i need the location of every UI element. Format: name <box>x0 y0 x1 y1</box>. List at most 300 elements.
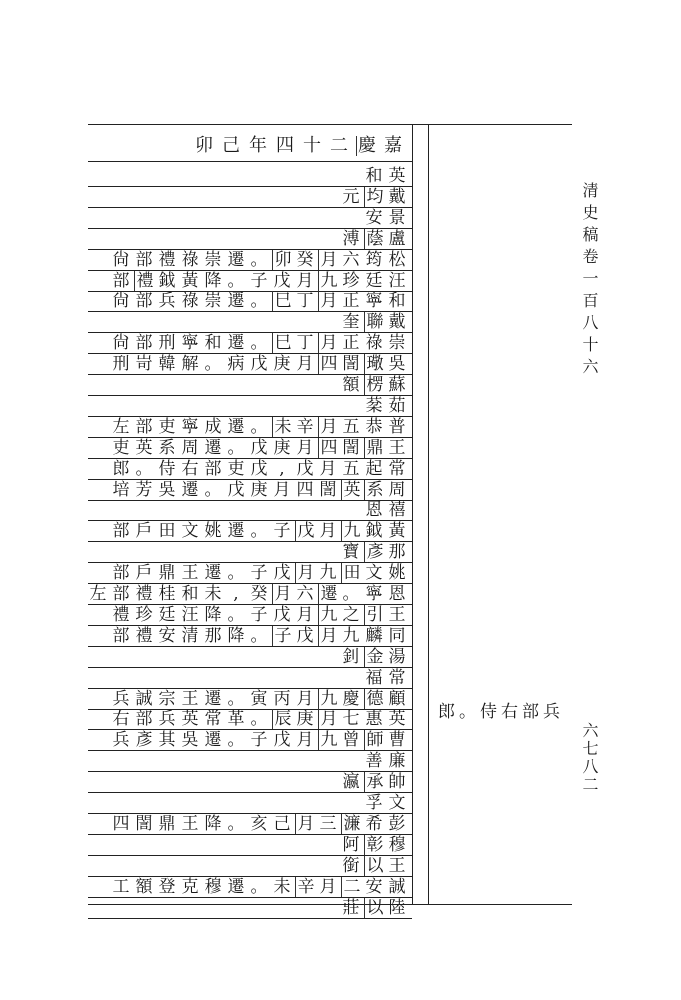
row-char: 戊 <box>273 604 291 625</box>
row-char: 誠 <box>135 688 153 709</box>
row-char: 右 <box>112 709 130 730</box>
entry-row <box>88 898 410 918</box>
row-char: 王 <box>388 604 406 625</box>
column-divider-left <box>412 124 413 904</box>
row-char: 誾 <box>319 479 337 500</box>
row-char: 鉞 <box>158 270 176 291</box>
row-char: 珍 <box>342 270 360 291</box>
row-char: 尙 <box>112 333 130 354</box>
row-char: 額 <box>135 876 153 897</box>
row-char: 誾 <box>135 813 153 834</box>
row-char: , <box>279 458 285 479</box>
row-char: 子 <box>273 521 291 542</box>
entry-row <box>88 354 410 374</box>
row-char: 降 <box>227 625 245 646</box>
row-char: 七 <box>342 709 360 730</box>
row-char: 丁 <box>296 291 314 312</box>
title-char: 慶 <box>358 135 376 156</box>
row-char: 那 <box>204 625 222 646</box>
entry-row <box>88 814 410 834</box>
row-char: 刑 <box>112 354 130 375</box>
entry-row <box>88 542 410 562</box>
row-char: 月 <box>319 458 337 479</box>
row-char: 兵 <box>158 291 176 312</box>
title-underline <box>88 161 412 162</box>
row-char: 珍 <box>135 604 153 625</box>
row-char: 子 <box>272 626 293 646</box>
row-char: 和 <box>365 166 383 186</box>
title-char: 年 <box>249 135 267 156</box>
row-char: 解 <box>181 354 199 375</box>
entry-row <box>88 166 410 186</box>
row-char: 棻 <box>365 395 383 416</box>
row-char: 禮 <box>112 604 130 625</box>
row-char: , <box>233 584 239 604</box>
row-char: 常 <box>388 458 406 479</box>
row-char: 辛 <box>295 877 316 897</box>
row-char: 鉞 <box>365 521 383 542</box>
row-char: 釗 <box>342 646 360 667</box>
row-char: 戊 <box>250 458 268 479</box>
row-char: 禮 <box>135 625 153 646</box>
row-char: 庚 <box>250 479 268 500</box>
row-char: 系 <box>158 437 176 458</box>
row-char: 璥 <box>364 354 385 374</box>
row-char: 戊 <box>273 270 291 291</box>
row-char: 病 <box>227 354 245 375</box>
entry-row <box>88 835 410 855</box>
row-char: 四 <box>112 813 130 834</box>
row-char: 姚 <box>204 521 222 542</box>
row-char: 蘇 <box>388 375 406 395</box>
row-char: 遷 <box>204 688 222 709</box>
row-char: 曾 <box>342 730 360 751</box>
row-char: 岢 <box>135 354 153 375</box>
row-char: 月 <box>273 479 291 500</box>
row-char: 九 <box>341 521 362 541</box>
row-char: 部 <box>112 625 130 646</box>
row-char: 戊 <box>250 437 268 458</box>
row-char: 王 <box>181 563 199 584</box>
row-char: 。 <box>227 437 245 458</box>
row-char: 。 <box>250 333 268 354</box>
entry-row <box>88 772 410 792</box>
row-char: 周 <box>388 479 406 500</box>
row-char: 祿 <box>181 291 199 312</box>
row-char: 兵 <box>112 688 130 709</box>
row-char: 孚 <box>365 793 383 813</box>
row-char: 九 <box>318 271 339 291</box>
entry-row <box>88 689 410 709</box>
row-char: 禮 <box>158 249 176 270</box>
row-char: 左 <box>89 584 107 604</box>
row-char: 九 <box>319 563 337 584</box>
row-char: 蔭 <box>364 229 385 249</box>
entry-row <box>88 438 410 458</box>
entry-row <box>88 751 410 771</box>
row-char: 盧 <box>388 228 406 249</box>
row-char: 四 <box>296 479 314 500</box>
row-char: 元 <box>342 186 360 207</box>
row-char: 月 <box>318 250 339 270</box>
row-char: 月 <box>296 270 314 291</box>
row-char: 銜 <box>342 855 360 876</box>
row-char: 英 <box>341 480 362 500</box>
row-char: 刑 <box>158 333 176 354</box>
row-char: 遷 <box>204 730 222 751</box>
row-char: 。 <box>250 521 268 542</box>
row-char: 吏 <box>158 416 176 437</box>
row-char: 王 <box>181 688 199 709</box>
row-char: 丙 <box>273 688 291 709</box>
row-char: 尙 <box>112 291 130 312</box>
row-char: 亥 <box>250 813 268 834</box>
page-number: 六七八二 <box>580 722 599 794</box>
row-char: 庚 <box>296 709 314 730</box>
row-char: 戊 <box>296 458 314 479</box>
row-char: 辛 <box>296 416 314 437</box>
row-char: 二 <box>341 877 362 897</box>
row-char: 工 <box>112 876 130 897</box>
row-char: 。 <box>135 458 153 479</box>
row-char: 寧 <box>365 584 383 604</box>
row-char: 巳 <box>272 333 293 353</box>
entry-row <box>88 480 410 500</box>
row-char: 遷 <box>204 563 222 584</box>
row-char: 恭 <box>365 416 383 437</box>
entry-row <box>88 709 410 729</box>
row-char: 穆 <box>204 876 222 897</box>
row-char: 月 <box>318 333 339 353</box>
row-char: 以 <box>364 856 385 876</box>
row-char: 庚 <box>273 354 291 375</box>
entry-row <box>88 291 410 311</box>
row-char: 安 <box>365 207 383 228</box>
row-char: 成 <box>204 416 222 437</box>
row-char: 九 <box>318 689 339 709</box>
row-char: 宗 <box>158 688 176 709</box>
row-char: 田 <box>341 563 362 583</box>
row-char: 九 <box>318 605 339 625</box>
row-char: 遷 <box>181 479 199 500</box>
row-char: 遷 <box>227 876 245 897</box>
row-char: 彭 <box>388 813 406 834</box>
row-char: 慶 <box>342 688 360 709</box>
row-char: 常 <box>388 667 406 688</box>
row-char: 子 <box>250 604 268 625</box>
row-char: 部 <box>112 584 130 604</box>
row-char: 師 <box>364 730 385 750</box>
row-char: 尙 <box>112 249 130 270</box>
row-char: 和 <box>204 333 222 354</box>
row-char: 茹 <box>388 395 406 416</box>
row-char: 月 <box>318 291 339 311</box>
row-char: 九 <box>342 625 360 646</box>
row-char: 部 <box>112 521 130 542</box>
row-char: 。 <box>204 479 222 500</box>
row-char: 庚 <box>273 437 291 458</box>
row-char: 誾 <box>342 354 360 375</box>
row-char: 月 <box>319 876 337 897</box>
row-char: 文 <box>365 563 383 584</box>
row-char: 辰 <box>272 709 293 729</box>
row-char: 寧 <box>365 291 383 312</box>
row-char: 恩 <box>388 584 406 604</box>
row-char: 月 <box>296 437 314 458</box>
row-char: 。 <box>227 813 245 834</box>
row-char: 。 <box>250 709 268 730</box>
row-char: 遷 <box>227 249 245 270</box>
row-char: 癸 <box>250 584 268 604</box>
row-char: 。 <box>227 730 245 751</box>
row-char: 郎 <box>112 458 130 479</box>
row-char: 德 <box>364 689 385 709</box>
row-char: 吏 <box>227 458 245 479</box>
row-char: 廷 <box>158 604 176 625</box>
row-char: 部 <box>135 291 153 312</box>
row-char: 部 <box>112 563 130 584</box>
row-char: 。 <box>227 563 245 584</box>
row-char: 景 <box>388 207 406 228</box>
row-char: 月 <box>272 584 293 604</box>
row-char: 遷 <box>227 521 245 542</box>
entry-row <box>88 208 410 228</box>
row-char: 系 <box>364 480 385 500</box>
entry-row <box>88 396 410 416</box>
row-char: 英 <box>181 709 199 730</box>
row-rule <box>88 918 412 919</box>
row-char: 祿 <box>365 333 383 354</box>
row-char: 廉 <box>388 751 406 772</box>
row-char: 普 <box>388 416 406 437</box>
entry-row <box>88 417 410 437</box>
column-divider-right <box>428 124 429 904</box>
row-char: 三 <box>319 813 337 834</box>
row-char: 九 <box>318 730 339 750</box>
row-char: 恩 <box>365 500 383 521</box>
row-char: 月 <box>318 626 339 646</box>
row-char: 濂 <box>341 814 362 834</box>
row-char: 善 <box>365 751 383 772</box>
row-char: 王 <box>388 437 406 458</box>
row-char: 降 <box>204 813 222 834</box>
row-char: 寅 <box>250 688 268 709</box>
row-char: 吳 <box>388 354 406 375</box>
row-char: 六 <box>296 584 314 604</box>
row-char: 文 <box>388 793 406 813</box>
row-char: 降 <box>204 270 222 291</box>
row-char: 月 <box>319 521 337 542</box>
row-char: 彥 <box>364 542 385 562</box>
row-char: 陸 <box>388 897 406 918</box>
row-char: 誠 <box>388 876 406 897</box>
row-char: 。 <box>250 416 268 437</box>
row-char: 吳 <box>158 479 176 500</box>
row-char: 月 <box>295 814 316 834</box>
row-char: 培 <box>112 479 130 500</box>
row-char: 寶 <box>342 542 360 563</box>
row-char: 六 <box>342 249 360 270</box>
row-char: 兵 <box>158 709 176 730</box>
row-char: 登 <box>158 876 176 897</box>
row-char: 五 <box>342 458 360 479</box>
row-char: 禮 <box>134 271 155 291</box>
row-char: 月 <box>318 709 339 729</box>
row-char: 巳 <box>272 291 293 311</box>
row-char: 奎 <box>342 312 360 333</box>
row-char: 黃 <box>181 270 199 291</box>
entry-row <box>88 584 410 604</box>
ministry-label: 郎。侍右部兵 <box>438 702 564 722</box>
row-char: 溥 <box>342 228 360 249</box>
row-char: 金 <box>364 647 385 667</box>
row-char: 同 <box>388 625 406 646</box>
row-char: 。 <box>227 688 245 709</box>
row-char: 英 <box>388 709 406 730</box>
row-char: 。 <box>250 291 268 312</box>
row-char: 引 <box>364 605 385 625</box>
row-char: 韓 <box>158 354 176 375</box>
entry-row <box>88 877 410 897</box>
row-char: 卯 <box>272 250 293 270</box>
row-char: 五 <box>342 416 360 437</box>
row-char: 那 <box>388 542 406 563</box>
row-char: 常 <box>204 709 222 730</box>
row-char: 麟 <box>365 625 383 646</box>
row-char: 和 <box>388 291 406 312</box>
row-char: 吳 <box>181 730 199 751</box>
row-char: 芳 <box>135 479 153 500</box>
row-char: 以 <box>364 898 385 918</box>
entry-row <box>88 521 410 541</box>
title-char: 嘉 <box>384 135 402 156</box>
row-char: 。 <box>250 625 268 646</box>
row-char: 曹 <box>388 730 406 751</box>
row-char: 王 <box>388 855 406 876</box>
row-char: 均 <box>364 187 385 207</box>
entry-row <box>88 647 410 667</box>
title-char: 二 <box>330 135 348 156</box>
row-char: 部 <box>135 709 153 730</box>
row-char: 廷 <box>365 270 383 291</box>
entry-row <box>88 626 410 646</box>
row-char: 英 <box>388 166 406 186</box>
row-char: 丁 <box>296 333 314 354</box>
row-char: 子 <box>250 270 268 291</box>
row-char: 。 <box>342 584 360 604</box>
top-rule <box>88 124 572 125</box>
row-char: 田 <box>158 521 176 542</box>
row-char: 部 <box>112 270 130 291</box>
row-char: 穆 <box>388 834 406 855</box>
row-char: 克 <box>181 876 199 897</box>
row-char: 吏 <box>112 437 130 458</box>
row-char: 誾 <box>342 437 360 458</box>
row-char: 希 <box>365 813 383 834</box>
row-char: 莊 <box>342 897 360 918</box>
row-char: 崇 <box>204 291 222 312</box>
row-char: 安 <box>365 876 383 897</box>
row-char: 。 <box>250 876 268 897</box>
row-char: 月 <box>296 354 314 375</box>
row-char: 右 <box>181 458 199 479</box>
row-char: 未 <box>204 584 222 604</box>
row-char: 遷 <box>227 333 245 354</box>
title-char: 己 <box>222 135 240 156</box>
row-char: 部 <box>135 249 153 270</box>
entry-row <box>88 229 410 249</box>
row-char: 英 <box>135 437 153 458</box>
entry-row <box>88 856 410 876</box>
row-char: 其 <box>158 730 176 751</box>
row-char: 清 <box>181 625 199 646</box>
row-char: 禮 <box>135 584 153 604</box>
row-char: 禧 <box>388 500 406 521</box>
row-char: 桂 <box>158 584 176 604</box>
row-char: 鼎 <box>364 438 385 458</box>
row-char: 未 <box>272 417 293 437</box>
row-char: 寧 <box>181 416 199 437</box>
entry-row <box>88 271 410 291</box>
row-char: 筠 <box>365 249 383 270</box>
row-char: 和 <box>181 584 199 604</box>
row-char: 瀛 <box>342 772 360 793</box>
row-char: 鼎 <box>158 563 176 584</box>
row-char: 之 <box>342 604 360 625</box>
row-char: 彰 <box>364 835 385 855</box>
row-char: 聯 <box>364 312 385 332</box>
row-char: 月 <box>318 417 339 437</box>
row-char: 起 <box>365 458 383 479</box>
row-char: 戶 <box>135 563 153 584</box>
row-char: 月 <box>295 563 316 583</box>
row-char: 癸 <box>296 249 314 270</box>
row-char: 祿 <box>181 249 199 270</box>
row-char: 顧 <box>388 688 406 709</box>
row-char: 部 <box>204 458 222 479</box>
row-char: 戊 <box>273 730 291 751</box>
row-char: 兵 <box>112 730 130 751</box>
row-char: 帥 <box>388 772 406 793</box>
row-char: 戊 <box>295 521 316 541</box>
row-char: 部 <box>135 416 153 437</box>
book-title: 清史稿卷一百八十六 <box>580 182 599 380</box>
row-char: 汪 <box>181 604 199 625</box>
row-char: 戴 <box>388 312 406 333</box>
row-char: 己 <box>273 813 291 834</box>
row-char: 周 <box>181 437 199 458</box>
entry-row <box>88 730 410 750</box>
entry-row <box>88 500 410 520</box>
row-char: 戊 <box>227 479 245 500</box>
row-char: 文 <box>181 521 199 542</box>
row-char: 遷 <box>227 416 245 437</box>
row-char: 正 <box>342 291 360 312</box>
row-char: 。 <box>227 270 245 291</box>
row-char: 松 <box>388 249 406 270</box>
row-char: 湯 <box>388 646 406 667</box>
title-char: 十 <box>303 135 321 156</box>
row-char: 四 <box>318 354 339 374</box>
entry-row <box>88 668 410 688</box>
title-row <box>88 136 410 156</box>
row-char: 遷 <box>204 437 222 458</box>
row-char: 汪 <box>388 270 406 291</box>
row-char: 遷 <box>227 291 245 312</box>
row-char: 戊 <box>296 625 314 646</box>
row-char: 姚 <box>388 563 406 584</box>
row-char: 正 <box>342 333 360 354</box>
